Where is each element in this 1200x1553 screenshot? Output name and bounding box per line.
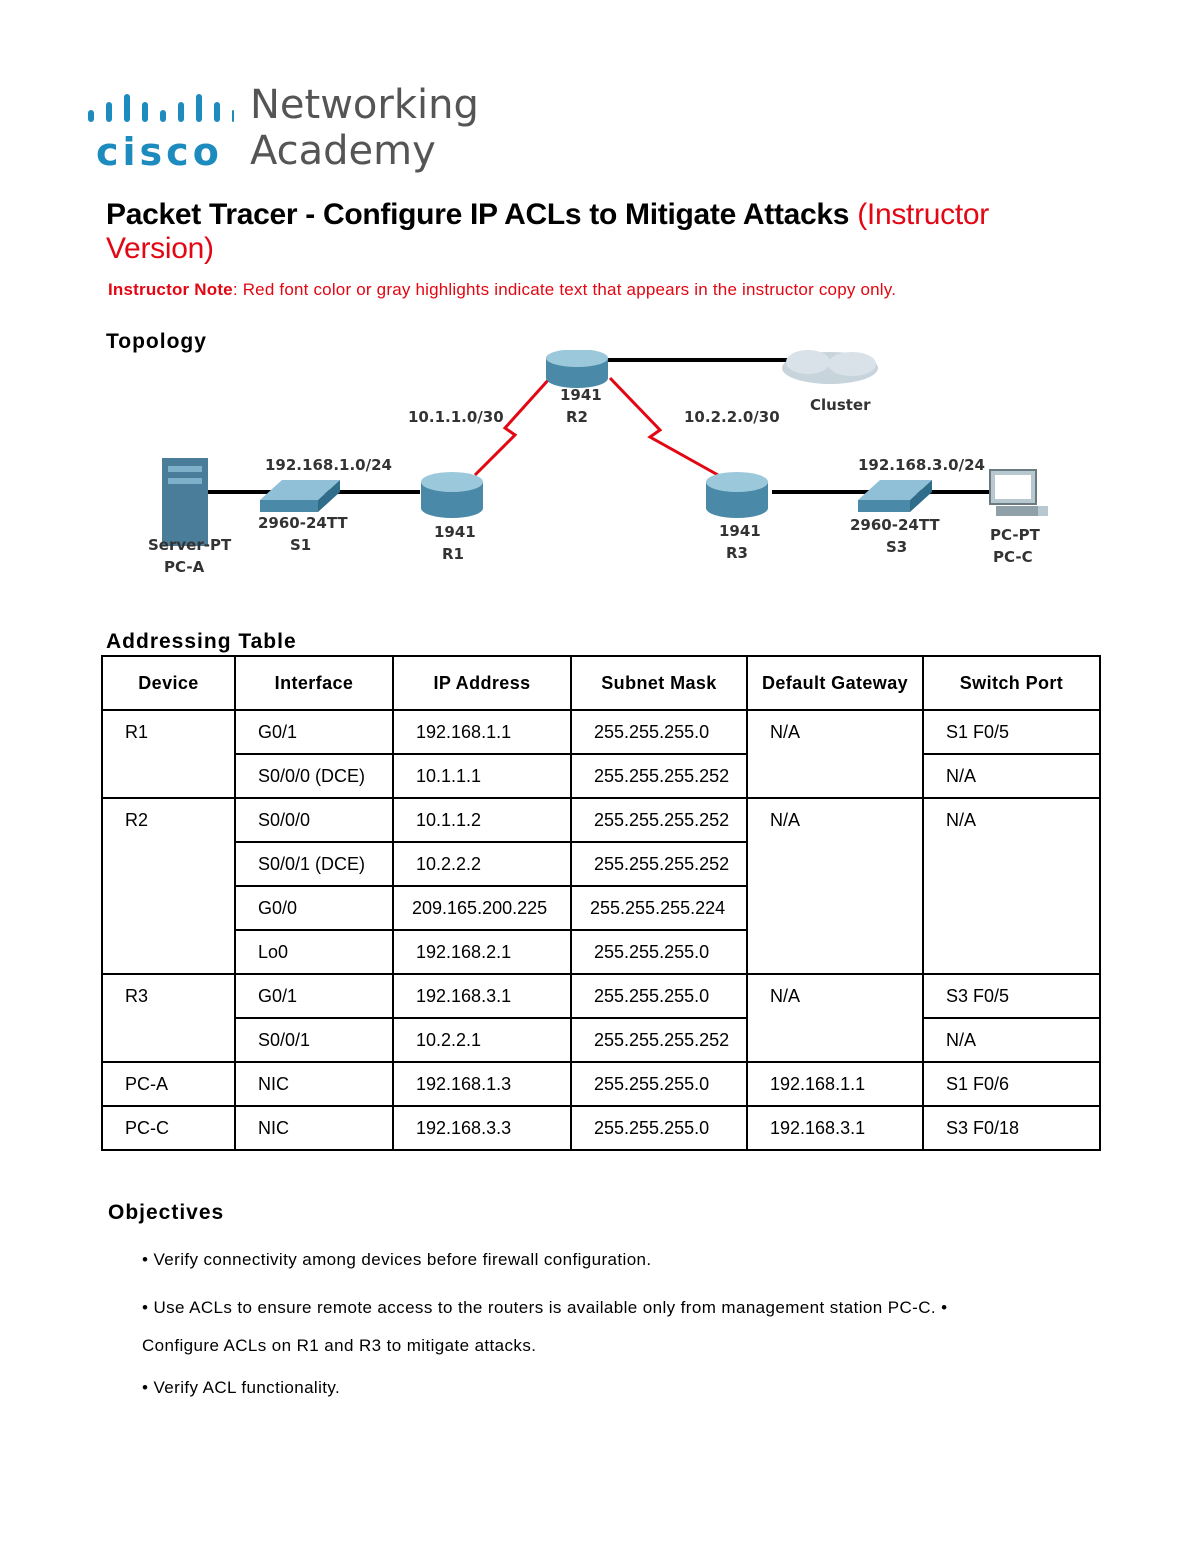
cell-mask: 255.255.255.252	[571, 754, 747, 798]
col-interface: Interface	[235, 656, 393, 710]
cisco-bars-icon	[84, 90, 234, 130]
label-r3-name: R3	[726, 544, 748, 562]
label-lan1: 192.168.1.0/24	[265, 456, 392, 474]
cell-gateway: 192.168.1.1	[747, 1062, 923, 1106]
title-main: Packet Tracer - Configure IP ACLs to Mitigate Attacks	[106, 198, 850, 231]
switch-s3-icon	[858, 480, 932, 512]
label-wan1: 10.1.1.0/30	[408, 408, 504, 426]
cell-port: N/A	[923, 798, 1100, 974]
cell-port: S1 F0/6	[923, 1062, 1100, 1106]
objective-item: • Verify connectivity among devices before firewall configuration.	[142, 1250, 652, 1269]
label-pc-name: PC-C	[993, 548, 1033, 566]
cell-device: R2	[102, 798, 235, 974]
col-ip: IP Address	[393, 656, 571, 710]
switch-s1-icon	[260, 480, 340, 512]
link-r2-r3-serial	[610, 378, 718, 475]
cell-gateway: N/A	[747, 710, 923, 798]
cell-port: S3 F0/18	[923, 1106, 1100, 1150]
cell-mask: 255.255.255.0	[571, 974, 747, 1018]
table-row	[102, 1106, 1100, 1150]
cell-gateway: 192.168.3.1	[747, 1106, 923, 1150]
cell-ip: 192.168.3.1	[393, 974, 571, 1018]
router-r3-icon	[706, 472, 768, 518]
cell-mask: 255.255.255.252	[571, 1018, 747, 1062]
page-title	[106, 198, 1066, 266]
cell-interface: G0/0	[235, 886, 393, 930]
addressing-table	[101, 655, 1101, 1151]
label-s3-model: 2960-24TT	[850, 516, 940, 534]
cell-mask: 255.255.255.0	[571, 1106, 747, 1150]
table-row	[102, 974, 1100, 1018]
objective-item: • Verify ACL functionality.	[142, 1378, 341, 1397]
label-server-name: PC-A	[164, 558, 205, 576]
cell-interface: G0/1	[235, 974, 393, 1018]
label-r2-model: 1941	[560, 386, 602, 404]
cell-interface: S0/0/0	[235, 798, 393, 842]
objective-item: • Use ACLs to ensure remote access to the routers is available only from management station PC-C. •	[142, 1298, 948, 1317]
cell-mask: 255.255.255.224	[571, 886, 747, 930]
objective-item: Configure ACLs on R1 and R3 to mitigate attacks.	[142, 1336, 537, 1355]
cisco-wordmark: cisco	[96, 130, 223, 174]
server-icon	[162, 458, 208, 546]
table-row	[102, 798, 1100, 842]
instructor-note-text: : Red font color or gray highlights indicate text that appears in the instructor copy only.	[232, 280, 897, 299]
instructor-note-label: Instructor Note	[108, 280, 233, 299]
cell-mask: 255.255.255.252	[571, 842, 747, 886]
cell-ip: 209.165.200.225	[393, 886, 571, 930]
label-s1-model: 2960-24TT	[258, 514, 348, 532]
cell-ip: 10.1.1.2	[393, 798, 571, 842]
label-r1-name: R1	[442, 545, 464, 563]
cell-ip: 192.168.1.3	[393, 1062, 571, 1106]
table-header-row	[102, 656, 1100, 710]
cell-device: R3	[102, 974, 235, 1062]
router-r1-icon	[421, 472, 483, 518]
pc-icon	[990, 470, 1048, 516]
cisco-logo	[84, 82, 484, 178]
table-row	[102, 754, 1100, 798]
table-row	[102, 710, 1100, 754]
label-s1-name: S1	[290, 536, 312, 554]
cell-ip: 192.168.3.3	[393, 1106, 571, 1150]
logo-academy: Academy	[250, 128, 436, 174]
logo-networking: Networking	[250, 82, 479, 128]
cell-ip: 192.168.1.1	[393, 710, 571, 754]
col-device: Device	[102, 656, 235, 710]
link-r1-r2-serial	[475, 378, 550, 475]
col-gateway: Default Gateway	[747, 656, 923, 710]
label-s3-name: S3	[886, 538, 908, 556]
label-lan3: 192.168.3.0/24	[858, 456, 985, 474]
objectives-heading: Objectives	[108, 1201, 225, 1224]
cell-interface: G0/1	[235, 710, 393, 754]
table-row	[102, 1062, 1100, 1106]
label-r2-name: R2	[566, 408, 588, 426]
label-cluster: Cluster	[810, 396, 871, 414]
cell-device: PC-A	[102, 1062, 235, 1106]
cell-interface: NIC	[235, 1062, 393, 1106]
cloud-icon	[782, 350, 878, 384]
cell-ip: 192.168.2.1	[393, 930, 571, 974]
cell-interface: NIC	[235, 1106, 393, 1150]
title-suffix: (Instructor Version)	[106, 198, 989, 265]
cell-ip: 10.2.2.1	[393, 1018, 571, 1062]
cell-gateway: N/A	[747, 798, 923, 974]
table-row	[102, 1018, 1100, 1062]
cell-interface: S0/0/0 (DCE)	[235, 754, 393, 798]
cell-port: S3 F0/5	[923, 974, 1100, 1018]
cell-interface: S0/0/1	[235, 1018, 393, 1062]
col-mask: Subnet Mask	[571, 656, 747, 710]
label-r3-model: 1941	[719, 522, 761, 540]
instructor-note	[108, 280, 896, 300]
label-wan2: 10.2.2.0/30	[684, 408, 780, 426]
cell-gateway: N/A	[747, 974, 923, 1062]
addressing-heading: Addressing Table	[106, 630, 297, 653]
cell-interface: Lo0	[235, 930, 393, 974]
cell-mask: 255.255.255.0	[571, 930, 747, 974]
cell-device: PC-C	[102, 1106, 235, 1150]
cell-mask: 255.255.255.0	[571, 1062, 747, 1106]
col-port: Switch Port	[923, 656, 1100, 710]
label-pc-type: PC-PT	[990, 526, 1040, 544]
router-r2-icon	[546, 350, 608, 388]
cell-mask: 255.255.255.0	[571, 710, 747, 754]
topology-heading: Topology	[106, 330, 207, 353]
cell-device: R1	[102, 710, 235, 798]
cell-mask: 255.255.255.252	[571, 798, 747, 842]
cell-port: N/A	[923, 754, 1100, 798]
topology-diagram	[140, 350, 1060, 585]
cell-port: N/A	[923, 1018, 1100, 1062]
cell-ip: 10.2.2.2	[393, 842, 571, 886]
label-server-type: Server-PT	[148, 536, 232, 554]
label-r1-model: 1941	[434, 523, 476, 541]
cell-interface: S0/0/1 (DCE)	[235, 842, 393, 886]
cell-ip: 10.1.1.1	[393, 754, 571, 798]
cell-port: S1 F0/5	[923, 710, 1100, 754]
